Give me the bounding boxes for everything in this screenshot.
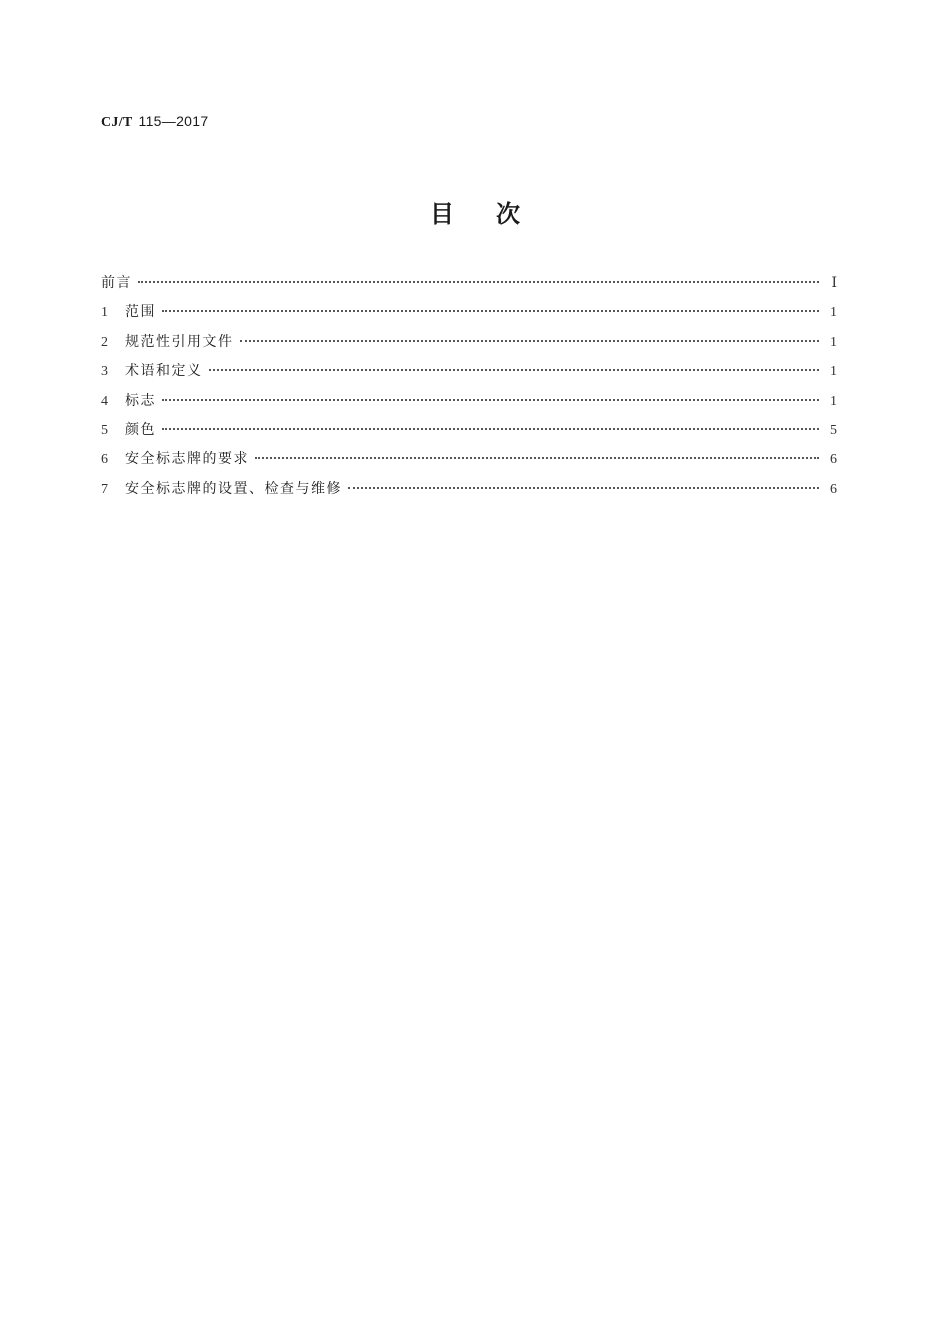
toc-entry[interactable] [101, 419, 837, 448]
toc-entry-page: 6 [830, 452, 837, 468]
toc-leader-dots [162, 310, 819, 312]
toc-entry-number: 3 [101, 364, 108, 380]
toc-entry[interactable] [101, 301, 837, 330]
toc-entry[interactable] [101, 390, 837, 419]
toc-entry-page: 6 [830, 481, 837, 497]
toc-entry-number: 4 [101, 393, 108, 409]
toc-entry-page: 1 [830, 364, 837, 380]
standard-code [101, 113, 208, 131]
toc-entry-page: 1 [830, 334, 837, 350]
toc-entry[interactable] [101, 272, 837, 301]
toc-leader-dots [348, 487, 819, 489]
toc-entry-label: 颜色 [125, 421, 156, 438]
toc-entry-label: 规范性引用文件 [125, 333, 234, 350]
toc-entry-number: 7 [101, 481, 108, 497]
toc-leader-dots [255, 457, 819, 459]
toc-entry-label: 术语和定义 [125, 363, 203, 380]
toc-entry[interactable] [101, 360, 837, 389]
toc-leader-dots [138, 281, 819, 283]
toc-entry-page: Ⅰ [831, 276, 837, 291]
toc-entry-label: 安全标志牌的设置、检查与维修 [125, 480, 342, 497]
toc-entry-label: 范围 [125, 304, 156, 321]
toc-entry-page: 5 [830, 422, 837, 438]
toc-entry-number: 6 [101, 452, 108, 468]
toc-leader-dots [162, 399, 819, 401]
toc-entry-label: 标志 [125, 392, 156, 409]
toc-entry-label: 安全标志牌的要求 [125, 451, 249, 468]
table-of-contents [101, 272, 837, 507]
toc-leader-dots [240, 340, 820, 342]
toc-entry[interactable] [101, 478, 837, 507]
toc-entry-number: 2 [101, 334, 108, 350]
toc-entry-number: 1 [101, 305, 108, 321]
toc-entry[interactable] [101, 448, 837, 477]
standard-number: 115—2017 [138, 113, 209, 129]
toc-leader-dots [162, 428, 819, 430]
toc-entry-label: 前言 [101, 275, 132, 291]
toc-entry-page: 1 [830, 393, 837, 409]
page-title: 目次 [430, 200, 562, 228]
toc-entry[interactable] [101, 331, 837, 360]
toc-leader-dots [209, 369, 820, 371]
toc-entry-number: 5 [101, 422, 108, 438]
toc-entry-page: 1 [830, 305, 837, 321]
standard-prefix: CJ/T [101, 115, 133, 130]
